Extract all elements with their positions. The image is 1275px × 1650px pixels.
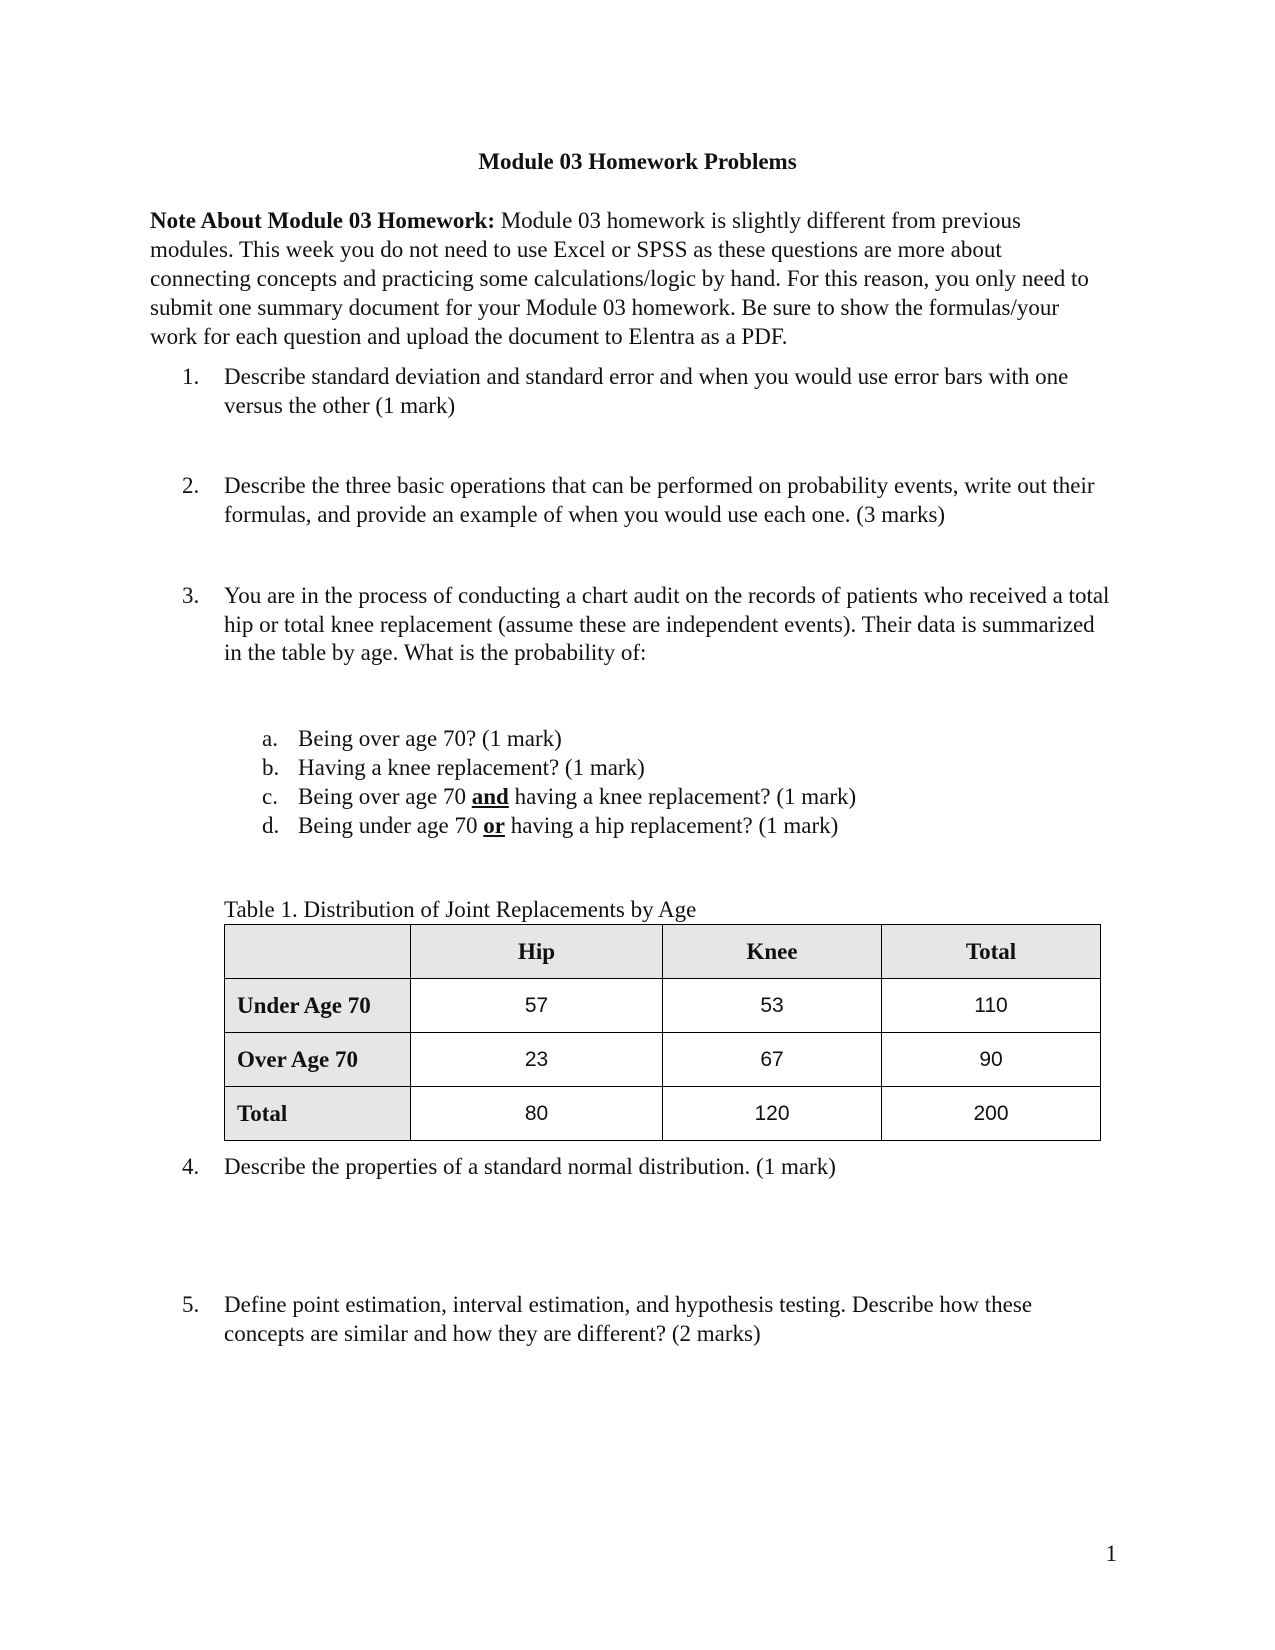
- row-label: Over Age 70: [225, 1033, 411, 1087]
- table-cell: 120: [663, 1087, 882, 1141]
- subquestion-text: Being over age 70 and having a knee replacement? (1 mark): [298, 784, 857, 809]
- table-row: [225, 979, 1101, 1033]
- row-label: Under Age 70: [225, 979, 411, 1033]
- question-number: 1.: [182, 364, 200, 389]
- question-number: 2.: [182, 473, 200, 498]
- subquestion-text: Being under age 70 or having a hip replacement? (1 mark): [298, 813, 839, 838]
- table-row: [225, 1087, 1101, 1141]
- question-text: Describe standard deviation and standard error and when you would use error bars with one versus the other (1 mark): [224, 364, 1069, 418]
- emphasis-and: and: [471, 784, 509, 809]
- joint-replacement-table: [224, 924, 1101, 1141]
- question-2: [150, 472, 1110, 529]
- subquestion-letter: a.: [262, 726, 278, 751]
- table-cell: 200: [882, 1087, 1101, 1141]
- subquestion-c: [150, 782, 1050, 811]
- table-cell: 67: [663, 1033, 882, 1087]
- table-header-row: [225, 925, 1101, 979]
- subquestion-letter: b.: [262, 755, 280, 780]
- subquestion-d: [150, 811, 1050, 840]
- table-cell: 23: [411, 1033, 663, 1087]
- question-number: 3.: [182, 583, 200, 608]
- table-cell: 53: [663, 979, 882, 1033]
- table-caption: Table 1. Distribution of Joint Replacements by Age: [224, 897, 697, 922]
- table-row: [225, 1033, 1101, 1087]
- table-header-knee: Knee: [663, 925, 882, 979]
- question-3: [150, 582, 1110, 668]
- question-text: Describe the three basic operations that can be performed on probability events, write out their formulas, and provide an example of when you would use each one. (3 marks): [224, 473, 1095, 527]
- note-lead: Note About Module 03 Homework:: [150, 208, 495, 233]
- question-5: [150, 1291, 1110, 1348]
- table-cell: 57: [411, 979, 663, 1033]
- homework-note: [150, 206, 1095, 351]
- table-header-total: Total: [882, 925, 1101, 979]
- subquestion-text: Being over age 70? (1 mark): [298, 726, 562, 751]
- question-text: You are in the process of conducting a chart audit on the records of patients who received a total hip or total knee replacement (assume these are independent events). Their data is summarized in the table by age. What is the probability of:: [224, 583, 1110, 665]
- question-4: [150, 1153, 1110, 1182]
- subquestion-letter: c.: [262, 784, 278, 809]
- page-number: 1: [1105, 1541, 1117, 1566]
- table-cell: 90: [882, 1033, 1101, 1087]
- table-header-blank: [225, 925, 411, 979]
- subquestion-text: Having a knee replacement? (1 mark): [298, 755, 645, 780]
- subquestion-a: [150, 724, 1050, 753]
- page-title: Module 03 Homework Problems: [478, 149, 797, 174]
- subquestion-b: [150, 753, 1050, 782]
- question-3-subquestions: [150, 724, 1050, 840]
- question-1: [150, 363, 1110, 420]
- subquestion-letter: d.: [262, 813, 280, 838]
- table-cell: 110: [882, 979, 1101, 1033]
- table-cell: 80: [411, 1087, 663, 1141]
- question-text: Describe the properties of a standard normal distribution. (1 mark): [224, 1154, 836, 1179]
- question-number: 5.: [182, 1292, 200, 1317]
- table-header-hip: Hip: [411, 925, 663, 979]
- note-body: Module 03 homework is slightly different from previous modules. This week you do not need to use Excel or SPSS as these questions are more about connecting concepts and practicing some calculations/logic by hand. For this reason, you only need to submit one summary document for your Module 03 homework. Be sure to show the formulas/your work for each question and upload the document to Elentra as a PDF.: [150, 208, 1089, 349]
- row-label: Total: [225, 1087, 411, 1141]
- emphasis-or: or: [483, 813, 505, 838]
- question-text: Define point estimation, interval estimation, and hypothesis testing. Describe how these concepts are similar and how they are different? (2 marks): [224, 1292, 1033, 1346]
- question-number: 4.: [182, 1154, 200, 1179]
